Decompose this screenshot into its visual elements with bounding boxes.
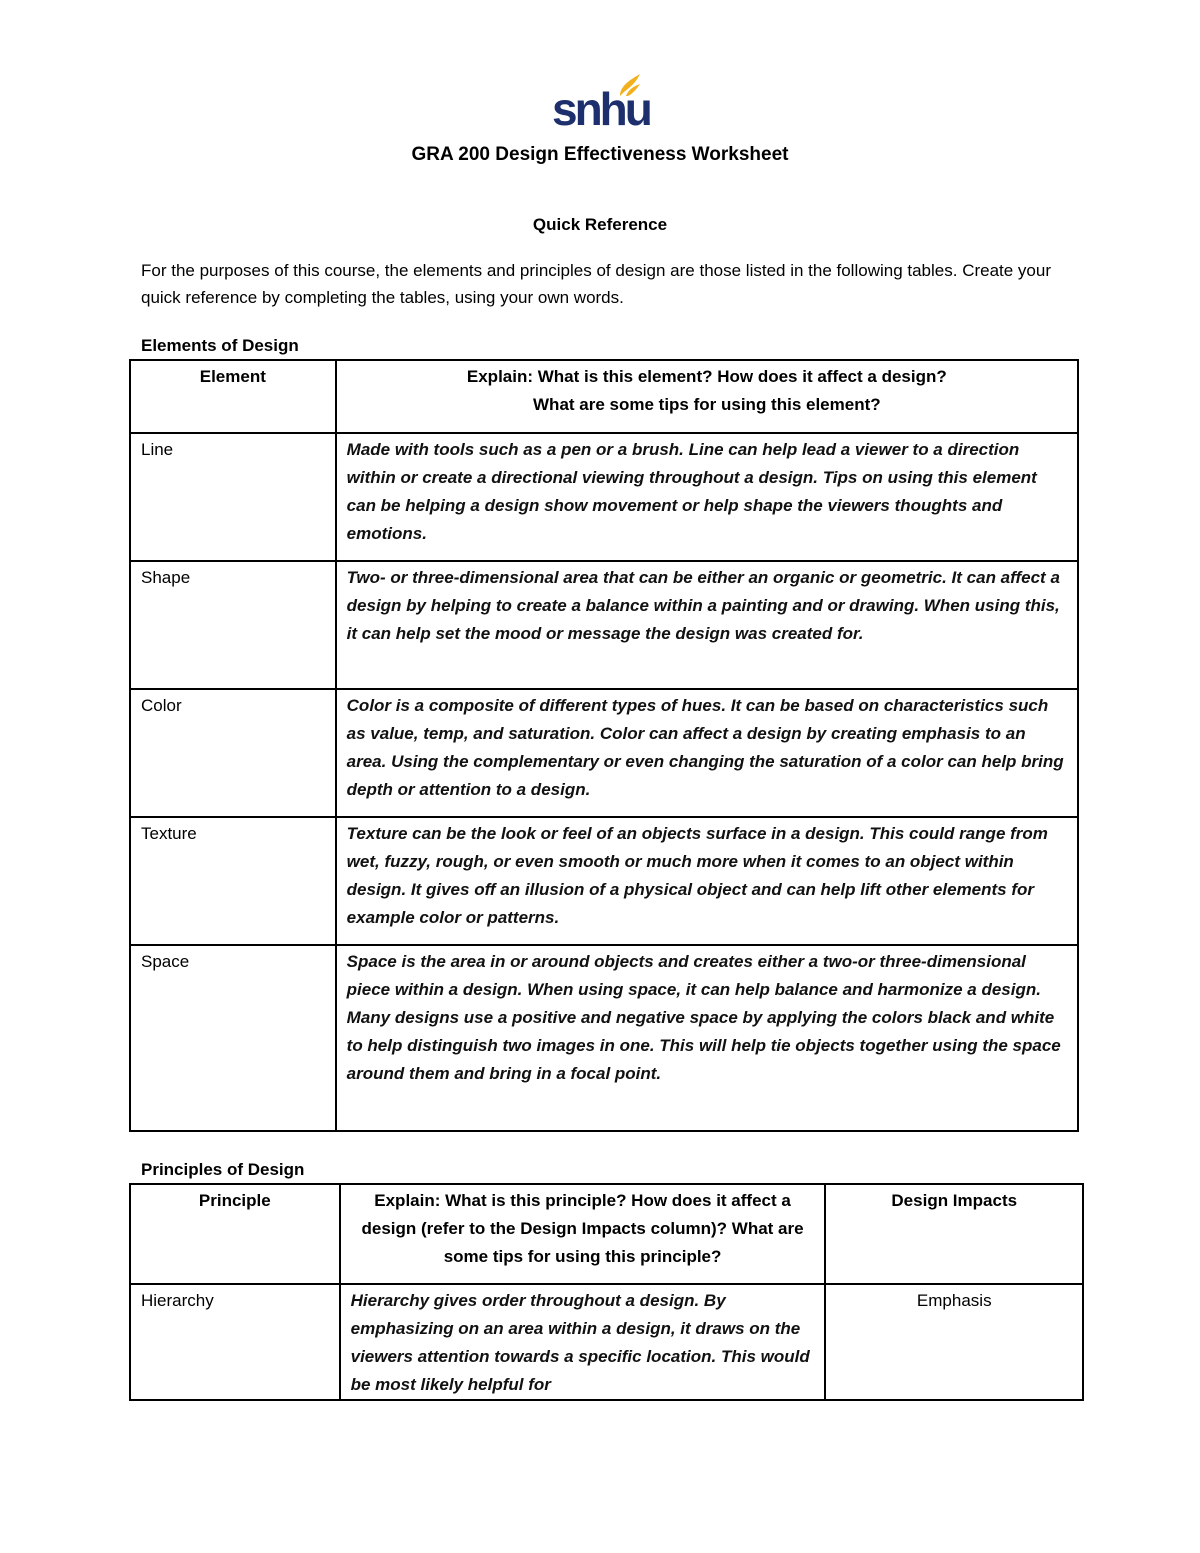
principle-description: Hierarchy gives order throughout a design. By emphasizing on an area within a design, it draws on the viewers attention towards a specific location. This would be most likely helpful for — [340, 1284, 826, 1400]
element-name: Line — [130, 433, 336, 561]
quick-reference-heading: Quick Reference — [532, 215, 668, 234]
design-impact: Emphasis — [825, 1284, 1083, 1400]
element-name: Shape — [130, 561, 336, 689]
explain-header-line-2: What are some tips for using this element? — [533, 395, 881, 414]
table-row — [130, 689, 1078, 817]
elements-header-row — [130, 360, 1078, 433]
elements-table — [129, 359, 1079, 1132]
explain-principle-column-header: Explain: What is this principle? How does it affect a design (refer to the Design Impacts column)? What are some tips for using this principle? — [340, 1184, 826, 1284]
principle-column-header: Principle — [130, 1184, 340, 1284]
element-name: Color — [130, 689, 336, 817]
principles-section-label: Principles of Design — [141, 1160, 305, 1179]
element-name: Texture — [130, 817, 336, 945]
intro-paragraph: For the purposes of this course, the elements and principles of design are those listed in the following tables. Create your quick reference by completing the tables, using your own words. — [141, 261, 1052, 307]
table-row — [130, 817, 1078, 945]
element-name: Space — [130, 945, 336, 1131]
page-title: GRA 200 Design Effectiveness Worksheet — [411, 144, 789, 165]
principle-name: Hierarchy — [130, 1284, 340, 1400]
explain-header-line-1: Explain: What is this element? How does it affect a design? — [466, 367, 947, 386]
element-description: Made with tools such as a pen or a brush. Line can help lead a viewer to a direction within or create a directional viewing throughout a design. Tips on using this element can be helping a design show movement or help shape the viewers thoughts and emotions. — [336, 433, 1078, 561]
elements-section-label: Elements of Design — [141, 336, 299, 355]
table-row — [130, 945, 1078, 1131]
table-row — [130, 1284, 1083, 1400]
element-description: Space is the area in or around objects and creates either a two-or three-dimensional piece within a design. When using space, it can help balance and harmonize a design. Many designs use a positive and negative space by applying the colors black and white to help distinguish two images in one. This will help tie objects together using the space around them and bring in a focal point. — [336, 945, 1078, 1131]
principles-table — [129, 1183, 1084, 1401]
design-impacts-column-header: Design Impacts — [825, 1184, 1083, 1284]
snhu-logo — [552, 72, 648, 134]
element-column-header: Element — [130, 360, 336, 433]
logo-wordmark: snhu — [552, 83, 650, 135]
element-description: Color is a composite of different types of hues. It can be based on characteristics such as value, temp, and saturation. Color can affect a design by creating emphasis to an area. Using the complementary or even changing the saturation of a color can help bring depth or attention to a design. — [336, 689, 1078, 817]
element-description: Two- or three-dimensional area that can be either an organic or geometric. It can affect a design by helping to create a balance within a painting and or drawing. When using this, it can help set the mood or message the design was created for. — [336, 561, 1078, 689]
principles-header-row — [130, 1184, 1083, 1284]
table-row — [130, 433, 1078, 561]
element-description: Texture can be the look or feel of an objects surface in a design. This could range from wet, fuzzy, rough, or even smooth or much more when it comes to an object within design. It gives off an illusion of a physical object and can help lift other elements for example color or patterns. — [336, 817, 1078, 945]
explain-column-header — [336, 360, 1078, 433]
table-row — [130, 561, 1078, 689]
